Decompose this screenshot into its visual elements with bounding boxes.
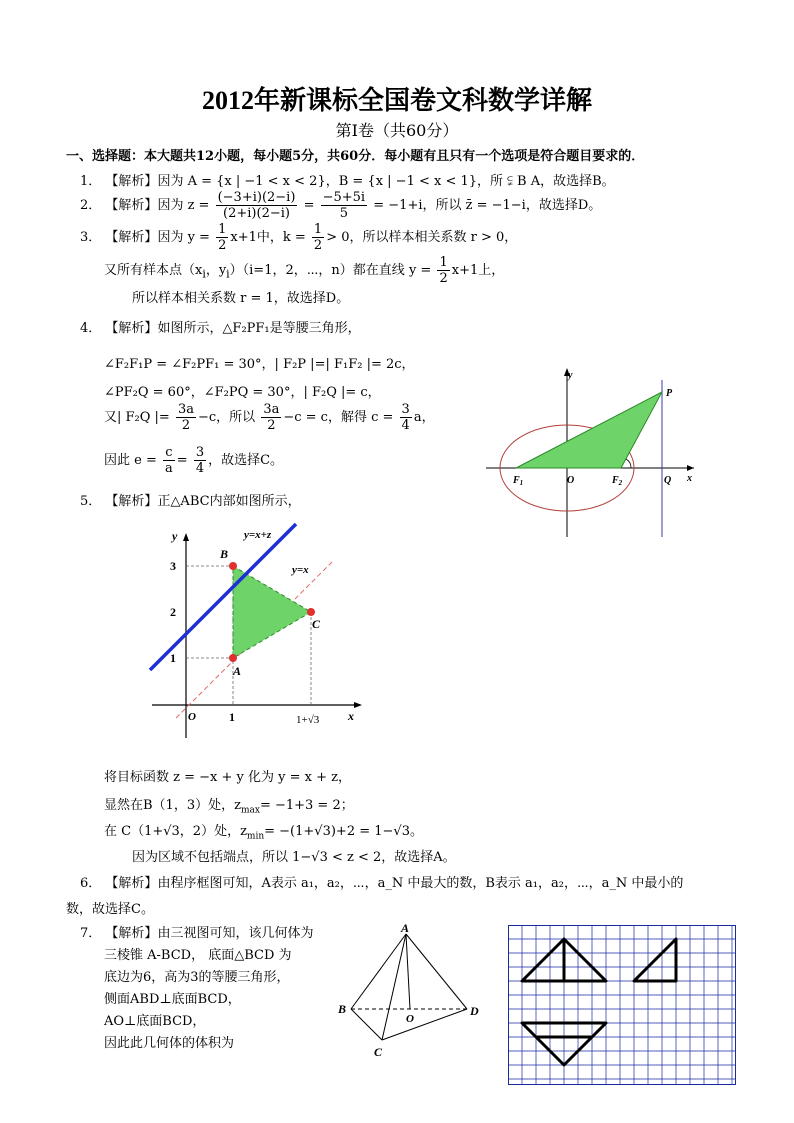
q4-l4-pre: 因此 e = [104,453,157,468]
q4-l3-mid: −c，所以 [197,410,256,425]
q4-l3-end: a， [413,410,435,425]
q3-tag: 【解析】 [105,230,158,245]
q2-post: = −1+i，所以 z̄ = −1−i，故选择D。 [373,198,602,213]
label-p: P [666,388,673,399]
label-d: D [470,1004,479,1018]
page-title: 2012年新课标全国卷文科数学详解 [201,86,592,115]
q5-tag: 【解析】 [105,494,158,509]
q4-fraction-d: $\frac{c}{a}$ [165,445,173,476]
q3-fraction-b: $\frac{1}{2}$ [313,222,323,253]
label-a: A [233,664,242,678]
point-b [229,562,237,570]
q1-text: 因为 A = {x | −1 < x < 2}，B = {x | −1 < x < 1}，所 ⫋ B A，故选择B。 [157,174,615,189]
q5-line2 [104,794,354,816]
q3-l2-end: x+1上， [451,263,505,278]
label-o: O [406,1013,414,1025]
q3-mid: x+1中，k = [230,230,306,245]
q6-number: 6． [80,876,102,891]
q3-post: > 0，所以样本相关系数 r > 0， [326,230,518,245]
q3-line2: 又所有样本点（$x_i$，$y_i)(i=1$，2，⋯，n）都在直线 y = $\frac{1}{2}$ x+1上， [104,255,505,286]
triangle-abc [233,566,311,658]
q5-l3-sub: min [246,831,265,842]
q4-line2: ∠PF₂Q = 60°，∠F₂PQ = 30°，| F₂Q |= c， [104,385,381,400]
tick-x-1-plus-sqrt3: 1+√3 [296,714,320,726]
q1-tag: 【解析】 [105,174,158,189]
edge-ad [406,934,467,1009]
q6-tag: 【解析】 [105,876,158,891]
q1-number: 1． [80,174,102,189]
q7-line5: 因此此几何体的体积为 [104,1036,235,1051]
q2 [80,190,601,221]
grid-border [509,926,736,1085]
tick-x1: 1 [229,710,235,724]
figure-feasible-region [140,518,370,743]
point-c [307,608,315,616]
tick-y2: 2 [170,605,176,619]
q4-line3 [104,402,435,433]
q2-fraction-1: $\frac{(-3+i)(2-i)}{(2+i)(2-i)}$ [217,190,296,221]
q2-number: 2． [80,198,102,213]
edge-ao [406,934,410,1009]
q5-l2-text: 显然在B（1，3）处，z [104,798,241,813]
tick-y3: 3 [170,559,176,573]
q6 [80,872,683,891]
q4-fraction-b: $\frac{3a}{2}$ [263,402,280,433]
q4 [80,317,361,336]
label-o: O [567,475,575,486]
q7-line2: 底边为6，高为3的等腰三角形， [104,970,290,985]
q5-l3-text: 在 C（1+√3，2）处，z [104,824,247,839]
q5-number: 5． [80,494,102,509]
q3-line3: 所以样本相关系数 r = 1，故选择D。 [132,291,350,306]
q2-tag: 【解析】 [105,198,158,213]
label-f2: $F_2$ [612,475,623,487]
q7-text: 由三视图可知，该几何体为 [157,926,314,941]
q5-l2-sub: max [240,805,260,816]
edge-cd [382,1009,467,1040]
q5-line4: 因为区域不包括端点，所以 1−√3 < z < 2，故选择A。 [132,850,456,865]
q4-fraction-c: $\frac{3}{4}$ [401,402,410,433]
label-y: y [172,529,178,543]
q5-l3-end: = −(1+√3)+2 = 1−√3。 [264,824,423,839]
q7 [80,922,313,941]
triangle-pf1f2 [516,392,662,468]
q3-pre: 因为 y = [157,230,210,245]
q4-fraction-e: $\frac{3}{4}$ [195,445,205,476]
label-b: B [338,1002,347,1016]
q4-line1: ∠F₂F₁P = ∠F₂PF₁ = 30°，| F₂P |=| F₁F₂ |= 2c， [104,357,415,372]
q7-line3: 侧面ABD⊥底面BCD， [104,992,241,1007]
section-heading: 一、选择题：本大题共12小题，每小题5分，共60分．每小题有且只有一个选项是符合题目要求的． [66,149,645,164]
x-arrow-icon [354,702,362,708]
label-c: C [374,1045,383,1059]
q3 [80,222,517,253]
q4-fraction-a: $\frac{3a}{2}$ [177,402,194,433]
edge-bc [351,1009,382,1040]
q7-line4: AO⊥底面BCD， [104,1014,206,1029]
point-a [229,654,237,662]
q3-fraction-a: $\frac{1}{2}$ [218,222,227,253]
q1 [80,170,615,189]
q4-tag: 【解析】 [105,321,158,336]
label-y: y [568,370,573,381]
angle-mark [626,459,631,468]
q7-number: 7． [80,926,102,941]
tick-y1: 1 [170,651,176,665]
q6-text: 由程序框图可知，A表示 a₁，a₂，⋯，a_N 中最大的数，B表示 a₁，a₂，⋯，a_N 中最小的 [157,876,684,891]
label-line-y-x: y=x [292,564,309,576]
q3-number: 3． [80,230,102,245]
y-arrow-icon [183,533,189,541]
label-f1: $F_1$ [513,475,524,487]
q5 [80,490,301,509]
x-arrow-icon [687,465,694,471]
q5-l2-end: = −1+3 = 2； [259,798,354,813]
q4-line4 [104,445,283,476]
label-x: x [348,709,354,723]
figure-tetrahedron [330,920,490,1060]
q7-line1: 三棱锥 A-BCD， 底面△BCD 为 [104,948,292,963]
q5-line3 [104,820,423,842]
q7-tag: 【解析】 [105,926,158,941]
q5-line1: 将目标函数 z = −x + y 化为 y = x + z， [104,770,351,785]
q4-l3-pre: 又| F₂Q |= [104,410,170,425]
q3-l2-mid: ，y [205,263,227,278]
figure-three-views-grid [508,925,736,1085]
label-x: x [687,473,692,484]
label-b: B [220,547,229,561]
q4-l4-eq: = [176,453,188,468]
q4-l4-end: ，故选择C。 [208,453,284,468]
q4-number: 4． [80,321,102,336]
q2-eq: = [303,198,315,213]
q3-l2-pre: 又所有样本点（x [104,263,203,278]
q3-l2-post: ）（i=1，2，⋯，n）都在直线 y = [229,263,432,278]
page-subtitle: 第Ⅰ卷（共60分） [335,121,459,140]
label-o: O [188,711,196,723]
figure-ellipse [484,362,698,542]
label-q: Q [664,475,672,486]
q5-text: 正△ABC内部如图所示， [157,494,301,509]
q4-text: 如图所示，△F₂PF₁是等腰三角形， [157,321,361,336]
q2-fraction-2: $\frac{-5+5i}{5}$ [322,190,366,221]
label-line-y-x-z: y=x+z [244,529,272,541]
label-a: A [401,921,410,935]
q6-line2: 数，故选择C。 [66,902,154,917]
q2-pre: 因为 z = [157,198,210,213]
q4-l3-mid2: −c = c，解得 c = [283,410,394,425]
label-c: C [312,617,321,631]
q3-fraction-c: $\frac{1}{2}$ [439,255,448,286]
